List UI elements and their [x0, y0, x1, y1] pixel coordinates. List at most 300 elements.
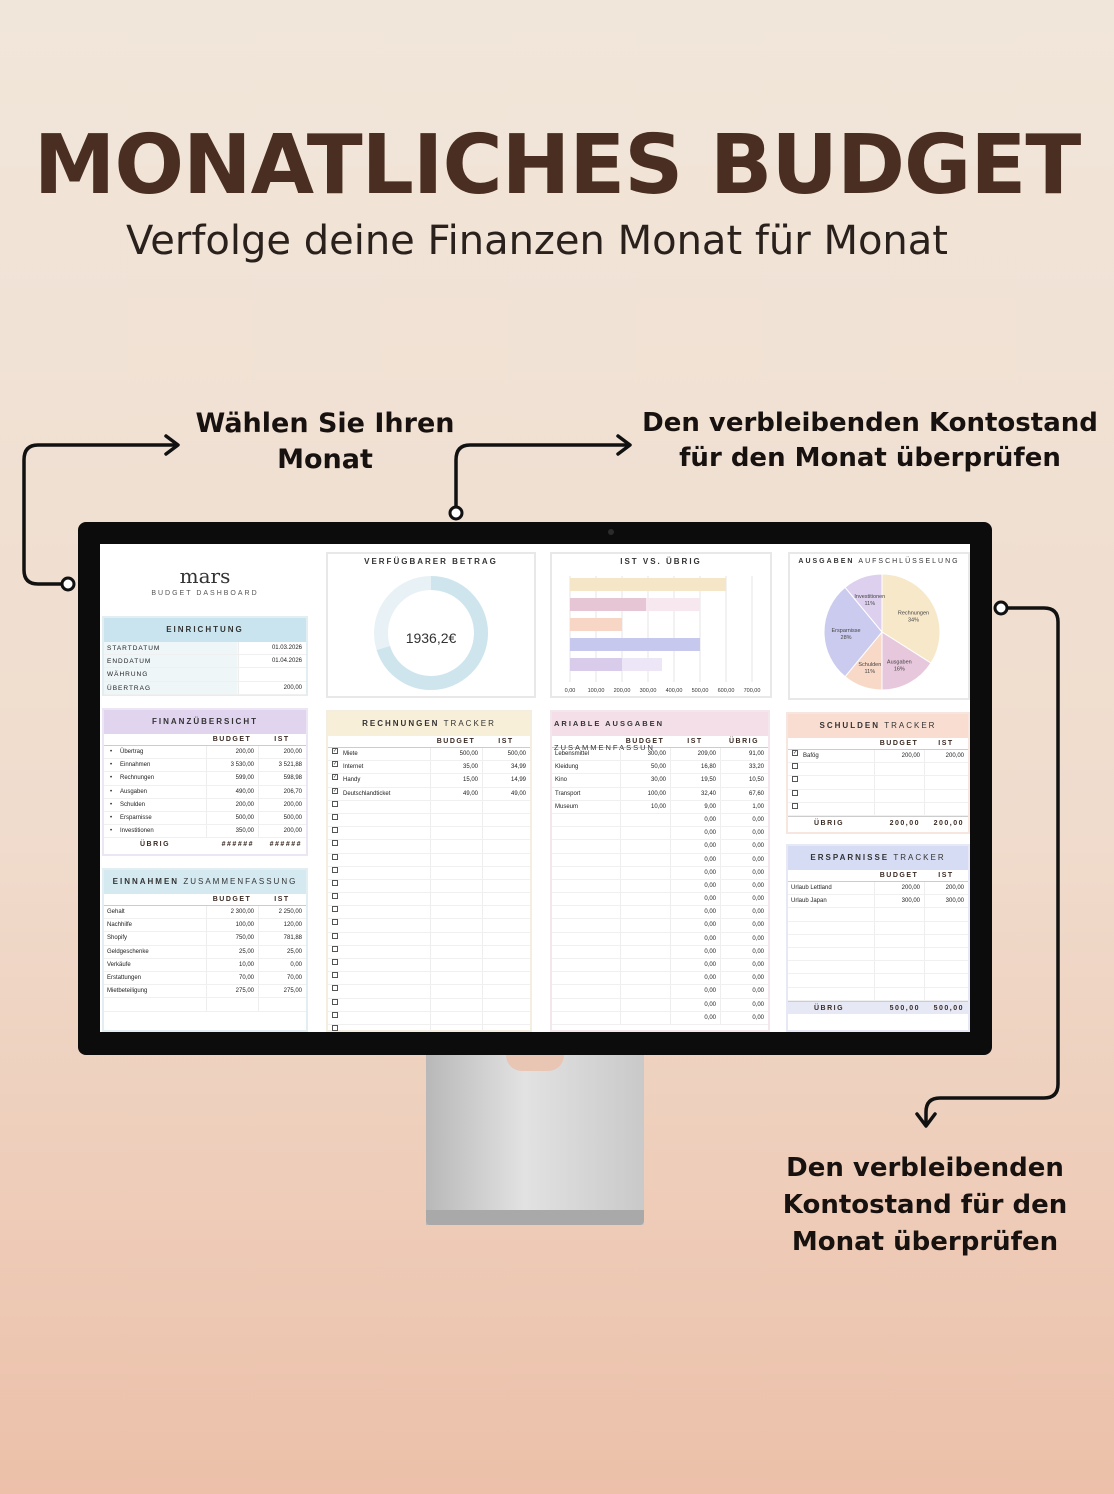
table-row	[328, 840, 530, 853]
cell-ist[interactable]	[482, 985, 530, 997]
cell-budget[interactable]	[874, 974, 924, 986]
cell-ist[interactable]	[924, 803, 968, 815]
checkbox[interactable]	[332, 1025, 338, 1031]
cell-label	[104, 998, 206, 1010]
cell-ist[interactable]	[482, 814, 530, 826]
cell-label	[552, 985, 620, 997]
checkbox[interactable]	[792, 763, 798, 769]
bar-schulden	[570, 618, 622, 631]
cell-budget[interactable]: 3 530,00	[206, 759, 258, 771]
cell-ist[interactable]	[482, 972, 530, 984]
table-row	[788, 961, 968, 974]
table-row	[788, 776, 968, 789]
sum-budget: 500,00	[889, 1004, 920, 1012]
cell-uebrig[interactable]: 0,00	[720, 880, 768, 892]
cell-budget[interactable]: 350,00	[206, 825, 258, 837]
cell-ist[interactable]	[482, 1012, 530, 1024]
checkbox-checked[interactable]: ✓	[333, 748, 338, 754]
cell-budget[interactable]	[620, 840, 670, 852]
cell-budget[interactable]	[620, 906, 670, 918]
table-row	[104, 786, 306, 799]
cell-ist[interactable]: 0,00	[670, 972, 720, 984]
cell-ist[interactable]: 200,00	[258, 746, 306, 758]
checkbox[interactable]	[332, 906, 338, 912]
sum-budget: ######	[221, 841, 254, 849]
bullet-icon: •	[109, 762, 113, 769]
checkbox[interactable]	[332, 985, 338, 991]
cell-budget[interactable]: 200,00	[874, 882, 924, 894]
cell-uebrig[interactable]: 33,20	[720, 761, 768, 773]
checkbox-checked[interactable]: ✓	[793, 750, 798, 756]
debts-title-light: TRACKER	[884, 721, 937, 730]
cell-budget[interactable]: 100,00	[620, 788, 670, 800]
cell-ist[interactable]: 300,00	[924, 895, 968, 907]
checkbox[interactable]	[332, 840, 338, 846]
setup-label: WÄHRUNG	[107, 671, 149, 679]
cell-ist[interactable]: 500,00	[482, 748, 530, 760]
budget-dashboard	[100, 544, 970, 1032]
cell-budget[interactable]	[620, 867, 670, 879]
cell-label	[552, 959, 620, 971]
cell-label	[341, 985, 430, 997]
cell-budget[interactable]	[620, 959, 670, 971]
checkbox[interactable]	[332, 919, 338, 925]
cell-ist[interactable]	[482, 946, 530, 958]
cell-budget[interactable]	[620, 880, 670, 892]
col-ist: IST	[938, 740, 954, 747]
cell-budget[interactable]	[620, 985, 670, 997]
cell-budget[interactable]	[874, 776, 924, 788]
cell-ist[interactable]: 0,00	[670, 814, 720, 826]
cell-ist[interactable]	[482, 959, 530, 971]
debts-tracker-panel	[786, 712, 970, 834]
available-amount-panel	[326, 552, 536, 698]
cell-budget[interactable]: 750,00	[206, 932, 258, 944]
cell-ist[interactable]	[924, 935, 968, 947]
cell-budget[interactable]: 500,00	[430, 748, 482, 760]
setup-value[interactable]	[238, 668, 306, 680]
cell-ist[interactable]: 120,00	[258, 919, 306, 931]
checkbox[interactable]	[332, 893, 338, 899]
cell-budget[interactable]	[620, 1012, 670, 1024]
cell-ist[interactable]	[482, 1025, 530, 1032]
cell-ist[interactable]: 34,99	[482, 761, 530, 773]
cell-ist[interactable]	[482, 893, 530, 905]
cell-ist[interactable]: 200,00	[924, 882, 968, 894]
table-row	[328, 867, 530, 880]
cell-label: Deutschlandticket	[343, 790, 391, 797]
cell-budget[interactable]: 275,00	[206, 985, 258, 997]
cell-label: Nachhilfe	[107, 922, 133, 929]
cell-ist[interactable]: 16,80	[670, 761, 720, 773]
arrow-to-balance-callout	[456, 445, 628, 512]
cell-ist[interactable]: 9,00	[670, 801, 720, 813]
table-row	[552, 893, 768, 906]
cell-label	[552, 919, 620, 931]
checkbox[interactable]	[332, 801, 338, 807]
table-row	[788, 895, 968, 908]
cell-budget[interactable]	[874, 948, 924, 960]
cell-budget[interactable]	[620, 919, 670, 931]
checkbox-checked[interactable]: ✓	[333, 787, 338, 794]
table-row	[552, 959, 768, 972]
cell-budget[interactable]	[430, 867, 482, 879]
cell-uebrig[interactable]: 0,00	[720, 933, 768, 945]
cell-ist[interactable]: 0,00	[258, 959, 306, 971]
cell-uebrig[interactable]: 0,00	[720, 919, 768, 931]
cell-ist[interactable]	[482, 906, 530, 918]
cell-budget[interactable]: 599,00	[206, 772, 258, 784]
cell-budget[interactable]	[620, 946, 670, 958]
cell-ist[interactable]: 0,00	[670, 985, 720, 997]
setup-value[interactable]: 200,00	[238, 682, 306, 694]
col-budget: BUDGET	[879, 872, 919, 879]
cell-uebrig[interactable]: 10,50	[720, 774, 768, 786]
cell-budget[interactable]	[430, 972, 482, 984]
cell-budget[interactable]	[430, 933, 482, 945]
table-row	[552, 748, 768, 761]
cell-ist[interactable]: 500,00	[258, 812, 306, 824]
cell-budget[interactable]	[430, 893, 482, 905]
cell-label: Kino	[555, 777, 568, 784]
table-row	[552, 867, 768, 880]
table-row	[552, 933, 768, 946]
available-title: VERFÜGBARER BETRAG	[328, 554, 534, 570]
sum-label: ÜBRIG	[814, 819, 845, 827]
setup-row	[104, 642, 306, 655]
cell-ist[interactable]: 209,00	[670, 748, 720, 760]
cell-budget[interactable]: 300,00	[620, 748, 670, 760]
cell-budget[interactable]	[620, 933, 670, 945]
bullet-icon: •	[109, 828, 113, 835]
cell-ist[interactable]: 781,88	[258, 932, 306, 944]
sum-label: ÜBRIG	[814, 1004, 845, 1012]
cell-label	[801, 776, 874, 788]
cell-ist[interactable]	[482, 854, 530, 866]
cell-budget[interactable]: 25,00	[206, 946, 258, 958]
cell-budget[interactable]	[874, 763, 924, 775]
cell-ist[interactable]: 0,00	[670, 1012, 720, 1024]
bullet-icon: •	[109, 788, 113, 795]
cell-ist[interactable]: 70,00	[258, 972, 306, 984]
cell-budget[interactable]	[430, 959, 482, 971]
cell-budget[interactable]	[430, 1012, 482, 1024]
table-row	[788, 908, 968, 921]
cell-uebrig[interactable]: 0,00	[720, 999, 768, 1011]
cell-budget[interactable]	[620, 814, 670, 826]
cell-ist[interactable]	[258, 998, 306, 1010]
income-summary-panel	[102, 868, 308, 1032]
bar-rechnungen	[570, 578, 726, 591]
table-row	[788, 935, 968, 948]
cell-ist[interactable]: 0,00	[670, 840, 720, 852]
sum-ist: 500,00	[933, 1004, 964, 1012]
cell-budget[interactable]	[430, 827, 482, 839]
cell-uebrig[interactable]: 0,00	[720, 840, 768, 852]
cell-budget[interactable]	[430, 854, 482, 866]
cell-label: Mietbeteiligung	[107, 988, 148, 995]
pie-percent: 34%	[908, 617, 920, 624]
cell-budget[interactable]: 30,00	[620, 774, 670, 786]
cell-budget[interactable]	[430, 1025, 482, 1032]
cell-uebrig[interactable]: 0,00	[720, 985, 768, 997]
cell-budget[interactable]	[620, 999, 670, 1011]
cell-ist[interactable]: 14,99	[482, 774, 530, 786]
pie-label: Schulden	[858, 661, 882, 668]
overview-sum-row	[104, 838, 306, 851]
cell-label	[341, 999, 430, 1011]
cell-uebrig[interactable]: 0,00	[720, 867, 768, 879]
cell-ist[interactable]: 200,00	[258, 825, 306, 837]
cell-uebrig[interactable]: 0,00	[720, 972, 768, 984]
cell-ist[interactable]: 49,00	[482, 788, 530, 800]
checkbox[interactable]	[792, 790, 798, 796]
callout-check-balance-bottom: Den verbleibenden Kontostand für den Monat überprüfen	[782, 1153, 1068, 1257]
finance-overview-panel	[102, 708, 308, 856]
debts-title-bold: SCHULDEN	[819, 721, 880, 730]
cell-label	[341, 933, 430, 945]
bar-ausgaben-ist	[570, 598, 646, 611]
cell-budget[interactable]	[430, 919, 482, 931]
checkbox[interactable]	[332, 827, 338, 833]
cell-label	[552, 854, 620, 866]
cell-budget[interactable]	[206, 998, 258, 1010]
table-row	[552, 801, 768, 814]
checkbox-checked[interactable]: ✓	[333, 761, 338, 768]
cell-ist[interactable]	[924, 776, 968, 788]
cell-ist[interactable]	[482, 880, 530, 892]
table-row	[104, 959, 306, 972]
table-row	[104, 906, 306, 919]
setup-value[interactable]: 01.04.2026	[238, 655, 306, 667]
cell-budget[interactable]: 2 300,00	[206, 906, 258, 918]
logo-name: mars	[179, 564, 231, 588]
cell-budget[interactable]	[430, 840, 482, 852]
cell-ist[interactable]	[924, 763, 968, 775]
cell-label	[552, 880, 620, 892]
cell-ist[interactable]: 2 250,00	[258, 906, 306, 918]
cell-ist[interactable]	[482, 919, 530, 931]
cell-budget[interactable]	[874, 961, 924, 973]
cell-budget[interactable]: 300,00	[874, 895, 924, 907]
table-row	[328, 946, 530, 959]
cell-uebrig[interactable]: 0,00	[720, 893, 768, 905]
breakdown-title-light: AUFSCHLÜSSELUNG	[858, 558, 960, 565]
table-row	[328, 959, 530, 972]
cell-ist[interactable]	[482, 801, 530, 813]
cell-budget[interactable]	[430, 801, 482, 813]
pie-label: Ausgaben	[886, 659, 912, 666]
table-row	[104, 985, 306, 998]
cell-ist[interactable]: 0,00	[670, 933, 720, 945]
cell-budget[interactable]: 200,00	[206, 746, 258, 758]
cell-ist[interactable]: 200,00	[924, 750, 968, 762]
col-ist: IST	[274, 896, 290, 903]
ist-vs-uebrig-panel	[550, 552, 772, 698]
table-row	[328, 774, 530, 787]
cell-budget[interactable]: 35,00	[430, 761, 482, 773]
cell-ist[interactable]	[482, 840, 530, 852]
cell-budget[interactable]: 200,00	[206, 799, 258, 811]
checkbox[interactable]	[332, 814, 338, 820]
cell-budget[interactable]	[620, 827, 670, 839]
cell-budget[interactable]: 100,00	[206, 919, 258, 931]
cell-budget[interactable]: 15,00	[430, 774, 482, 786]
cell-label	[341, 919, 430, 931]
cell-ist[interactable]	[924, 790, 968, 802]
cell-budget[interactable]	[620, 893, 670, 905]
cell-label	[801, 763, 874, 775]
table-row	[328, 854, 530, 867]
cell-ist[interactable]	[482, 827, 530, 839]
cell-budget[interactable]: 50,00	[620, 761, 670, 773]
cell-label: Urlaub Lettland	[791, 885, 832, 891]
cell-ist[interactable]	[924, 922, 968, 934]
cell-budget[interactable]	[430, 880, 482, 892]
cell-label: Einnahmen	[120, 762, 151, 769]
cell-ist[interactable]: 0,00	[670, 999, 720, 1011]
cell-ist[interactable]: 0,00	[670, 959, 720, 971]
table-row	[104, 998, 306, 1011]
cell-budget[interactable]	[430, 814, 482, 826]
table-row	[552, 814, 768, 827]
setup-value[interactable]: 01.03.2026	[238, 642, 306, 654]
checkbox[interactable]	[792, 776, 798, 782]
cell-label: Urlaub Japan	[791, 898, 827, 905]
cell-uebrig[interactable]: 0,00	[720, 1012, 768, 1024]
cell-budget[interactable]: 200,00	[874, 750, 924, 762]
checkbox[interactable]	[332, 959, 338, 965]
cell-budget[interactable]	[874, 922, 924, 934]
cell-ist[interactable]	[924, 988, 968, 1000]
checkbox[interactable]	[332, 1012, 338, 1018]
cell-ist[interactable]: 0,00	[670, 893, 720, 905]
cell-label	[341, 1012, 430, 1024]
table-row	[552, 854, 768, 867]
cell-uebrig[interactable]: 0,00	[720, 959, 768, 971]
col-budget: BUDGET	[212, 736, 252, 743]
cell-budget[interactable]	[874, 790, 924, 802]
table-row	[328, 880, 530, 893]
cell-ist[interactable]: 200,00	[258, 799, 306, 811]
cell-ist[interactable]	[482, 933, 530, 945]
checkbox[interactable]	[332, 854, 338, 860]
cell-ist[interactable]	[924, 961, 968, 973]
cell-label	[788, 948, 874, 960]
cell-ist[interactable]: 0,00	[670, 946, 720, 958]
cell-label	[788, 908, 874, 920]
table-row	[552, 985, 768, 998]
cell-budget[interactable]	[430, 985, 482, 997]
cell-budget[interactable]: 500,00	[206, 812, 258, 824]
cell-uebrig[interactable]: 0,00	[720, 854, 768, 866]
cell-uebrig[interactable]: 1,00	[720, 801, 768, 813]
checkbox[interactable]	[332, 880, 338, 886]
checkbox[interactable]	[332, 999, 338, 1005]
checkbox[interactable]	[332, 867, 338, 873]
cell-ist[interactable]: 25,00	[258, 946, 306, 958]
bills-title-light: TRACKER	[443, 719, 496, 728]
cell-ist[interactable]: 32,40	[670, 788, 720, 800]
checkbox[interactable]	[332, 972, 338, 978]
col-budget: BUDGET	[625, 738, 665, 745]
cell-budget[interactable]	[430, 946, 482, 958]
pie-percent: 28%	[840, 635, 852, 641]
ist-vs-uebrig-chart	[552, 570, 770, 696]
cell-uebrig[interactable]: 0,00	[720, 827, 768, 839]
cell-budget[interactable]: 70,00	[206, 972, 258, 984]
cell-budget[interactable]	[620, 972, 670, 984]
table-row	[788, 922, 968, 935]
table-row	[788, 882, 968, 895]
cell-ist[interactable]: 0,00	[670, 906, 720, 918]
cell-ist[interactable]: 0,00	[670, 867, 720, 879]
cell-ist[interactable]: 206,70	[258, 786, 306, 798]
income-title-light: ZUSAMMENFASSUNG	[183, 877, 298, 886]
table-row	[788, 948, 968, 961]
cell-ist[interactable]	[924, 908, 968, 920]
cell-label: Ausgaben	[120, 788, 148, 795]
savings-title-light: TRACKER	[893, 853, 946, 862]
checkbox-checked[interactable]: ✓	[333, 774, 338, 781]
available-value: 1936,2€	[405, 630, 457, 646]
cell-ist[interactable]: 275,00	[258, 985, 306, 997]
cell-ist[interactable]: 3 521,88	[258, 759, 306, 771]
cell-label: Internet	[343, 764, 364, 771]
pie-percent: 11%	[864, 601, 876, 608]
table-row	[328, 788, 530, 801]
cell-budget[interactable]	[874, 908, 924, 920]
checkbox[interactable]	[792, 803, 798, 809]
cell-budget[interactable]: 10,00	[620, 801, 670, 813]
cell-ist[interactable]: 0,00	[670, 827, 720, 839]
cell-budget[interactable]	[620, 854, 670, 866]
cell-budget[interactable]	[874, 803, 924, 815]
cell-uebrig[interactable]: 91,00	[720, 748, 768, 760]
cell-ist[interactable]	[924, 948, 968, 960]
setup-panel	[102, 616, 308, 696]
cell-uebrig[interactable]: 0,00	[720, 946, 768, 958]
cell-ist[interactable]	[482, 999, 530, 1011]
cell-budget[interactable]	[430, 999, 482, 1011]
cell-budget[interactable]	[874, 935, 924, 947]
cell-label: Gehalt	[107, 909, 125, 915]
cell-ist[interactable]: 19,50	[670, 774, 720, 786]
cell-label: Kleidung	[555, 764, 579, 771]
table-row	[328, 985, 530, 998]
cell-uebrig[interactable]: 0,00	[720, 906, 768, 918]
col-ist: IST	[498, 738, 514, 745]
cell-budget[interactable]: 10,00	[206, 959, 258, 971]
cell-budget[interactable]	[430, 906, 482, 918]
cell-budget[interactable]	[874, 988, 924, 1000]
cell-ist[interactable]: 598,98	[258, 772, 306, 784]
cell-ist[interactable]: 0,00	[670, 919, 720, 931]
checkbox[interactable]	[332, 933, 338, 939]
table-row	[328, 814, 530, 827]
variable-title-bold: ARIABLE AUSGABEN	[554, 719, 665, 728]
cell-uebrig[interactable]: 0,00	[720, 814, 768, 826]
cell-ist[interactable]	[924, 974, 968, 986]
cell-budget[interactable]: 490,00	[206, 786, 258, 798]
cell-label: Rechnungen	[120, 775, 155, 782]
cell-ist[interactable]: 0,00	[670, 854, 720, 866]
cell-budget[interactable]: 49,00	[430, 788, 482, 800]
cell-ist[interactable]	[482, 867, 530, 879]
cell-ist[interactable]: 0,00	[670, 880, 720, 892]
checkbox[interactable]	[332, 946, 338, 952]
cell-uebrig[interactable]: 67,60	[720, 788, 768, 800]
